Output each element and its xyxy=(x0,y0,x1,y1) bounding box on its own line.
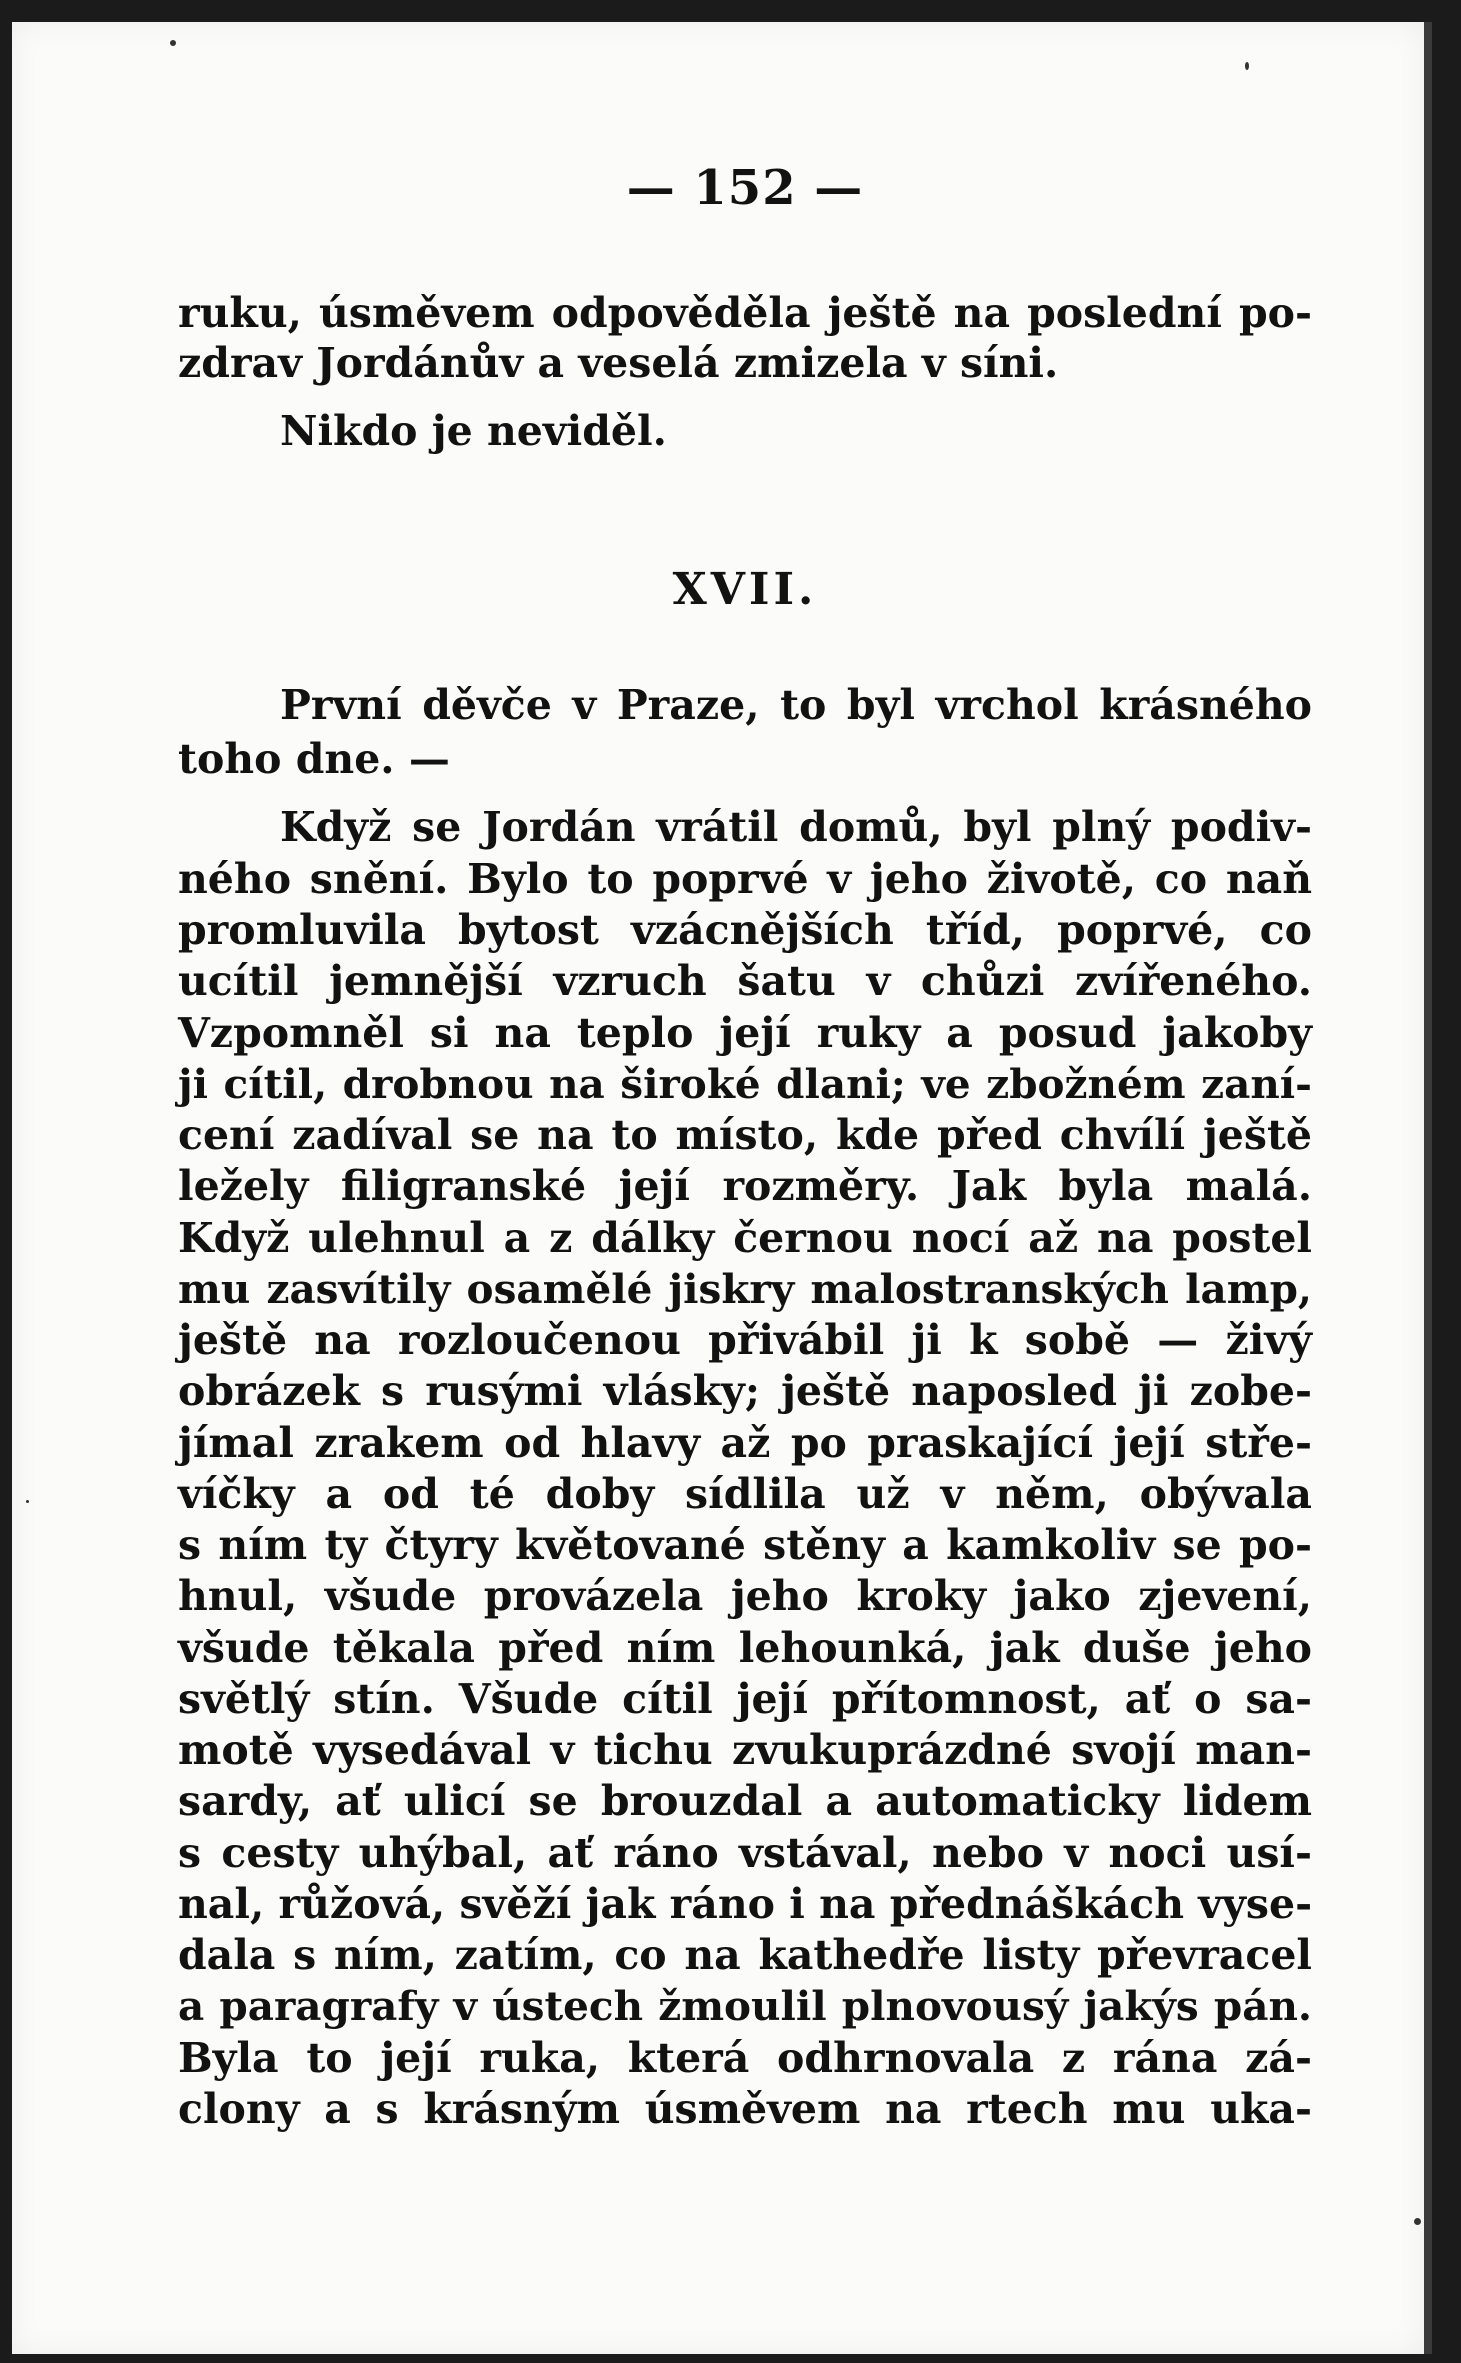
text-line: ruku, úsměvem odpověděla ještě na poslední po- xyxy=(178,289,1312,337)
text-line: Byla to její ruka, která odhrnovala z rána zá- xyxy=(178,2034,1312,2082)
dust-speck xyxy=(1414,2218,1421,2225)
text-line: mu zasvítily osamělé jiskry malostranských lamp, xyxy=(178,1265,1312,1313)
text-line: a paragrafy v ústech žmoulil plnovousý jakýs pán. xyxy=(178,1982,1312,2030)
text-line: s cesty uhýbal, ať ráno vstával, nebo v noci usí- xyxy=(178,1829,1312,1877)
text-line: nal, růžová, svěží jak ráno i na přednáškách vyse- xyxy=(178,1880,1313,1928)
dust-speck xyxy=(170,40,176,46)
dust-speck xyxy=(1245,62,1249,70)
page-number: — 152 — xyxy=(626,160,864,216)
chapter-heading: XVII. xyxy=(672,564,818,615)
text-line: ucítil jemnější vzruch šatu v chůzi zvířeného. xyxy=(178,957,1312,1005)
text-line: cení zadíval se na to místo, kde před chvílí ještě xyxy=(178,1111,1312,1159)
text-line: dala s ním, zatím, co na kathedře listy převracel xyxy=(178,1931,1312,1979)
text-line: První děvče v Praze, to byl vrchol krásného xyxy=(280,681,1312,729)
text-line: zdrav Jordánův a veselá zmizela v síni. xyxy=(178,339,1059,387)
text-line: obrázek s rusými vlásky; ještě naposled ji zobe- xyxy=(178,1367,1312,1415)
text-line: Když ulehnul a z dálky černou nocí až na postel xyxy=(178,1214,1312,1262)
text-line: hnul, všude provázela jeho kroky jako zjevení, xyxy=(178,1572,1312,1620)
text-line: ještě na rozloučenou přivábil ji k sobě — živý xyxy=(178,1316,1312,1364)
text-line: ležely filigranské její rozměry. Jak byla malá. xyxy=(178,1162,1312,1210)
text-line: jímal zrakem od hlavy až po praskající její stře- xyxy=(178,1419,1312,1467)
page-edge-shadow xyxy=(1424,22,1432,2354)
text-line: Když se Jordán vrátil domů, byl plný podiv- xyxy=(280,803,1312,851)
dust-speck xyxy=(26,1500,29,1503)
text-line: ji cítil, drobnou na široké dlani; ve zbožném zaní- xyxy=(178,1060,1312,1108)
text-line: promluvila bytost vzácnějších tříd, poprvé, co xyxy=(178,906,1312,954)
text-line: víčky a od té doby sídlila už v něm, obývala xyxy=(178,1470,1312,1518)
text-line: motě vysedával v tichu zvukuprázdné svojí man- xyxy=(178,1726,1312,1774)
text-line: Vzpomněl si na teplo její ruky a posud jakoby xyxy=(178,1009,1312,1057)
text-line: ného snění. Bylo to poprvé v jeho životě, co naň xyxy=(178,855,1312,903)
text-line: s ním ty čtyry květované stěny a kamkoliv se po- xyxy=(178,1521,1312,1569)
text-line: clony a s krásným úsměvem na rtech mu uka- xyxy=(178,2085,1312,2133)
text-line: světlý stín. Všude cítil její přítomnost, ať o sa- xyxy=(178,1675,1312,1723)
text-line: Nikdo je neviděl. xyxy=(280,407,667,455)
text-line: toho dne. — xyxy=(178,735,450,783)
text-line: všude těkala před ním lehounká, jak duše jeho xyxy=(178,1624,1312,1672)
text-line: sardy, ať ulicí se brouzdal a automaticky lidem xyxy=(178,1777,1312,1825)
